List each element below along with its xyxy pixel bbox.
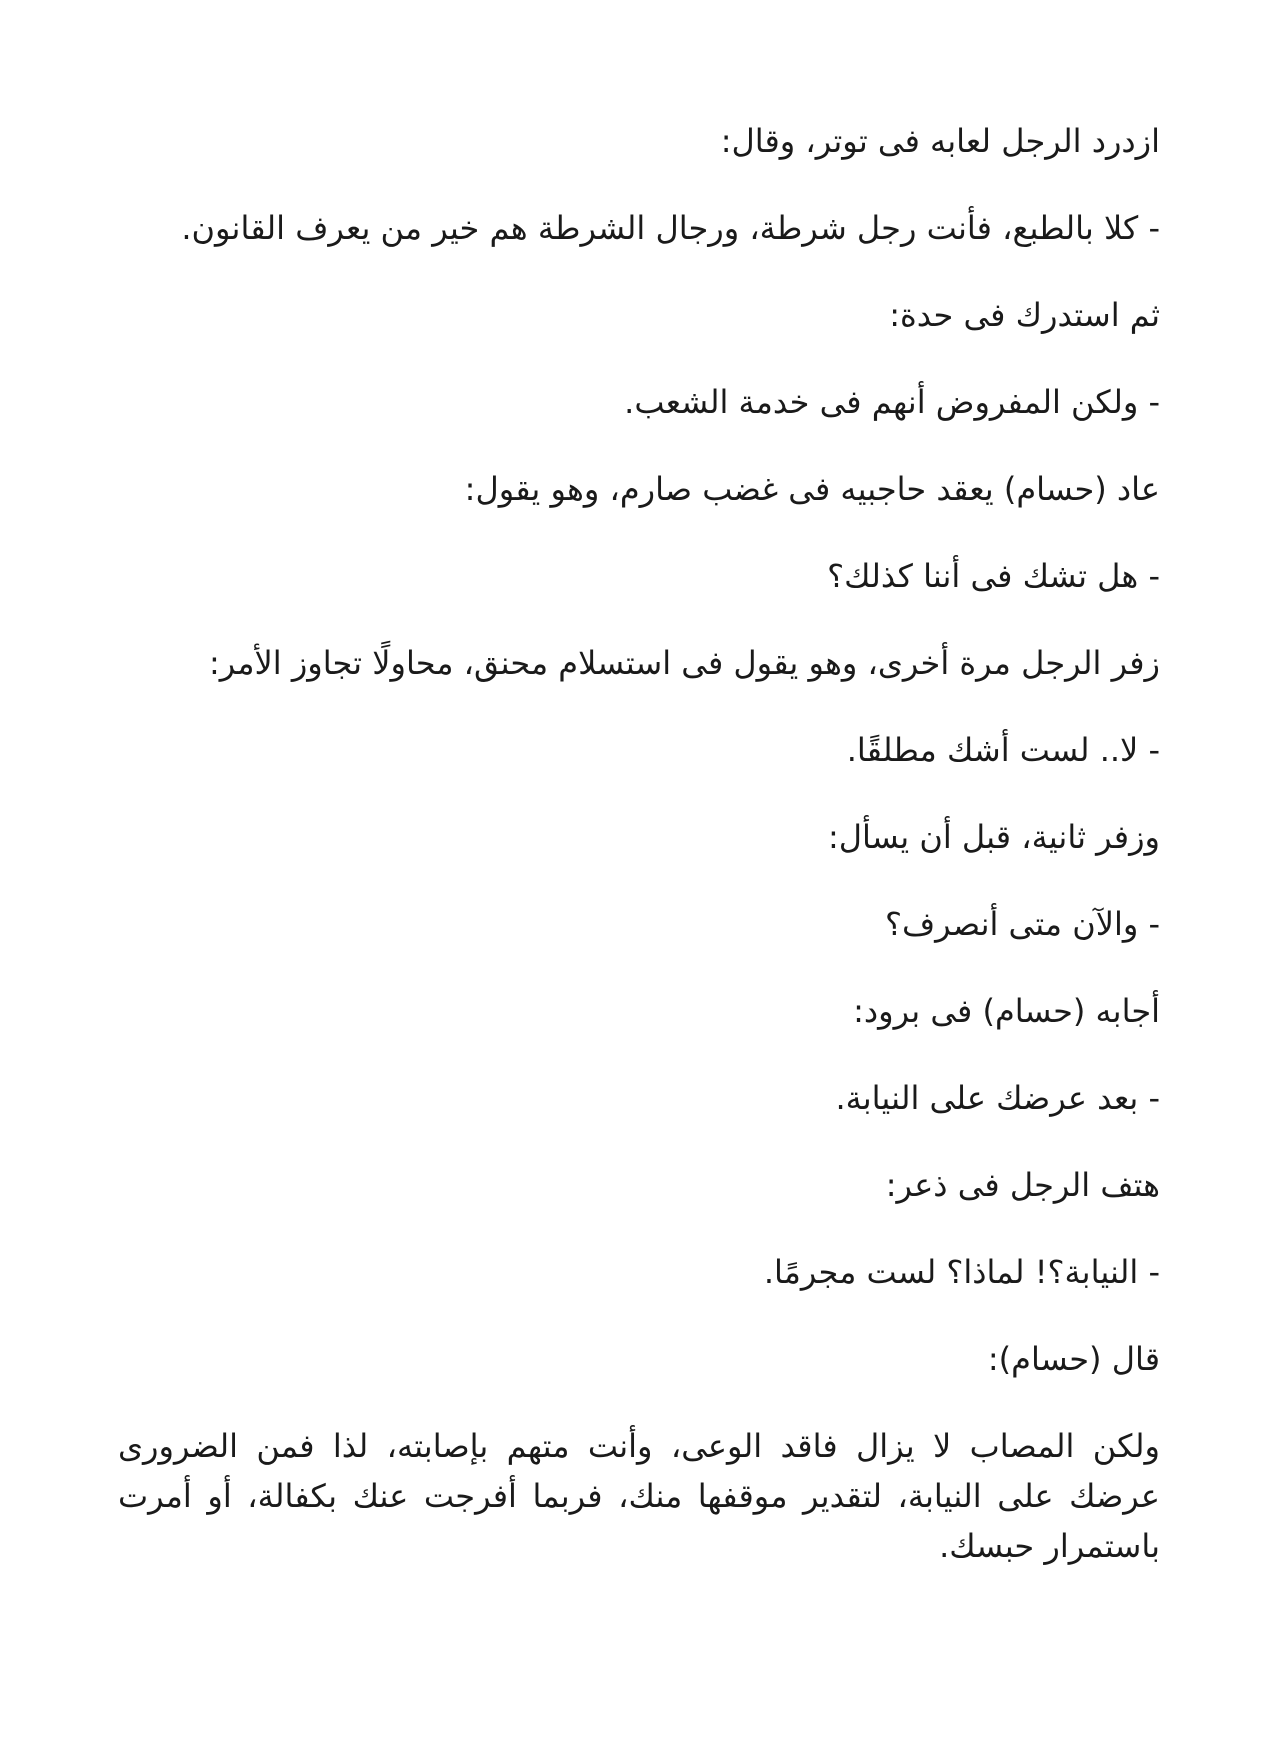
paragraph-7: زفر الرجل مرة أخرى، وهو يقول فى استسلام محنق، محاولًا تجاوز الأمر: <box>208 644 1160 682</box>
paragraph-9: وزفر ثانية، قبل أن يسأل: <box>827 818 1160 856</box>
paragraph-3: ثم استدرك فى حدة: <box>889 296 1160 334</box>
paragraph-10: - والآن متى أنصرف؟ <box>885 905 1160 943</box>
paragraph-15: قال (حسام): <box>987 1340 1160 1378</box>
paragraph-12: - بعد عرضك على النيابة. <box>835 1079 1160 1117</box>
paragraph-13: هتف الرجل فى ذعر: <box>885 1166 1160 1204</box>
document-page <box>118 118 1160 1612</box>
paragraph-5: عاد (حسام) يعقد حاجبيه فى غضب صارم، وهو يقول: <box>464 470 1160 508</box>
paragraph-2: - كلا بالطبع، فأنت رجل شرطة، ورجال الشرطة هم خير من يعرف القانون. <box>181 209 1160 247</box>
paragraph-11: أجابه (حسام) فى برود: <box>853 992 1160 1030</box>
paragraph-4: - ولكن المفروض أنهم فى خدمة الشعب. <box>624 383 1160 421</box>
paragraph-1: ازدرد الرجل لعابه فى توتر، وقال: <box>720 122 1160 160</box>
paragraph-14: - النيابة؟! لماذا؟ لست مجرمًا. <box>763 1253 1160 1291</box>
paragraph-8: - لا.. لست أشك مطلقًا. <box>846 731 1160 769</box>
paragraph-6: - هل تشك فى أننا كذلك؟ <box>827 557 1160 595</box>
paragraph-16: ولكن المصاب لا يزال فاقد الوعى، وأنت متهم بإصابته، لذا فمن الضرورى عرضك على النيابة، لتقدير موقفها منك، فربما أفرجت عنك بكفالة، أو أمرت باستمرار حبسك. <box>118 1427 1160 1565</box>
